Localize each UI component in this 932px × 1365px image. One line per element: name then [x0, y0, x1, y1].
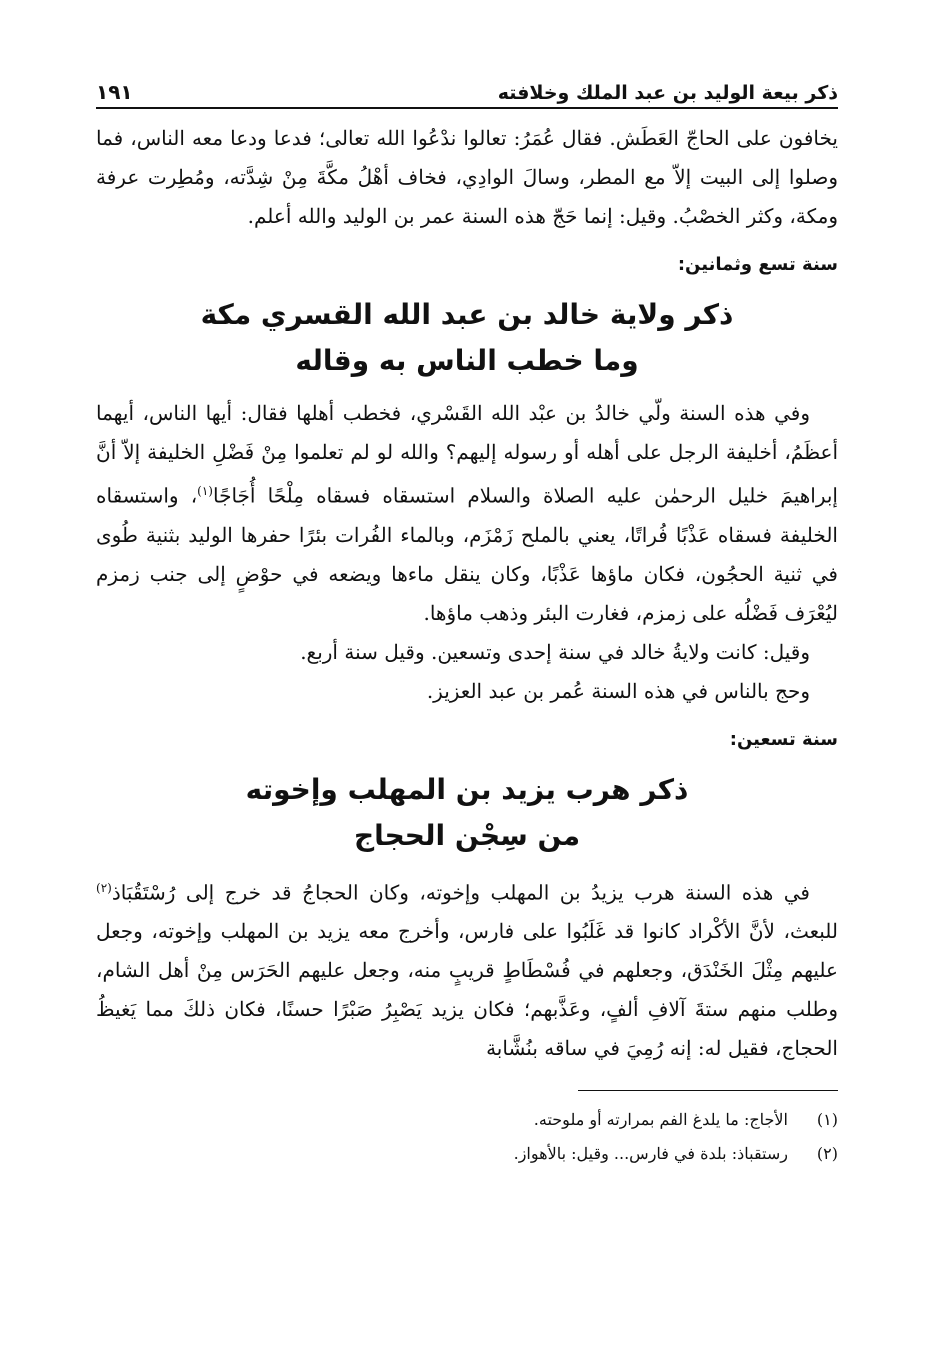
paragraph-text: وفي هذه السنة ولّي خالدُ بن عبْد الله القَسْري، فخطب أهلها فقال: أيها الناس، أيهما أعظَمُ، أخليفة الرجل على أهله أو رسوله إليهم؟ والله لو لم تعلموا مِنْ فَضْلِ الخليفة إلاّ أنَّ إبراهيمَ خليل الرحمٰن عليه الصلاة والسلام استسقاه فسقاه مِلْحًا أُجَاجًا: [96, 401, 838, 508]
section-heading-line: وما خطب الناس به وقاله: [295, 344, 639, 377]
page-number: ١٩١: [96, 80, 133, 104]
running-title: ذكر بيعة الوليد بن عبد الملك وخلافته: [497, 82, 838, 104]
year-heading-89: سنة تسع وثمانين:: [677, 254, 838, 275]
section-heading-line: من سِجْن الحجاج: [353, 818, 581, 852]
footnote-marker: (١): [197, 484, 213, 498]
body-paragraph: وحج بالناس في هذه السنة عُمر بن عبد العزيز.: [426, 678, 810, 703]
year-heading-90: سنة تسعين:: [729, 728, 838, 750]
footnote-number: (٢): [816, 1144, 838, 1164]
section-heading-line: ذكر هرب يزيد بن المهلب وإخوته: [245, 772, 689, 806]
page-header: [96, 70, 838, 109]
footnote-divider: [578, 1090, 838, 1091]
footnote-marker: (٢): [96, 880, 112, 895]
body-paragraph: [96, 869, 838, 1069]
footnote: [96, 1137, 838, 1171]
section-heading-khalid: [96, 292, 838, 384]
intro-paragraph: يخافون على الحاجّ العَطَش. فقال عُمَرُ: تعالوا ندْعُوا الله تعالى؛ فدعا ودعا معه الناس، فما وصلوا إلى البيت إلاّ مع المطر، وسالَ الوادِي، فخاف أهْلُ مكَّةَ مِنْ شِدَّته، ومُطِرت عرفة ومكة، وكثر الخصْبُ. وقيل: إنما حَجّ هذه السنة عمر بن الوليد والله أعلم.: [96, 126, 838, 228]
body-paragraph: وقيل: كانت ولايةُ خالد في سنة إحدى وتسعين. وقيل سنة أربع.: [300, 639, 810, 664]
paragraph-text: ، واستسقاه الخليفة فسقاه عَذْبًا فُراتًا، يعني بالملح زَمْزَم، وبالماء الفُرات بئرًا حفرها الوليد بثنية طُوى في ثنية الحجُون، فكان ماؤها عَذْبًا، وكان ينقل ماءها ويضعه في حوْضٍ إلى جنب زمزم ليُعْرَف فَضْلُه على زمزم، فغارت البئر وذهب ماؤها.: [96, 483, 838, 625]
section-heading-line: ذكر ولاية خالد بن عبد الله القسري مكة: [200, 298, 734, 331]
footnote-text: رستقباذ: بلدة في فارس... وقيل: بالأهواز.: [513, 1144, 788, 1164]
paragraph-text: للبعث، لأنَّ الأكْراد كانوا قد غَلَبُوا على فارس، وأخرج معه يزيد بن المهلب وإخوته، وجعل عليهم مِثْلَ الخَنْدَق، وجعلهم في فُسْطَاطٍ قريبٍ منه، وجعل عليهم الحَرَس مِنْ أهل الشام، وطلب منهم ستةَ آلافِ ألفٍ، وعَذَّبهم؛ فكان يزيد يَصْبِرُ صَبْرًا حسنًا، فكان ذلكَ مما يَغيظُ الحجاج، فقيل له: إنه رُمِيَ في ساقه بنُشَّابة: [96, 919, 838, 1061]
body-paragraph: [96, 394, 838, 633]
paragraph-text: في هذه السنة هرب يزيدُ بن المهلب وإخوته، وكان الحجاجُ قد خرج إلى رُسْتَقُبَاذ: [111, 880, 810, 905]
footnote-text: الأجاج: ما يلدغ الفم بمرارته أو ملوحته.: [533, 1110, 788, 1130]
section-heading-yazid: [96, 767, 838, 859]
book-page: [96, 70, 838, 1335]
footnote-number: (١): [816, 1110, 838, 1130]
footnote: [96, 1103, 838, 1137]
